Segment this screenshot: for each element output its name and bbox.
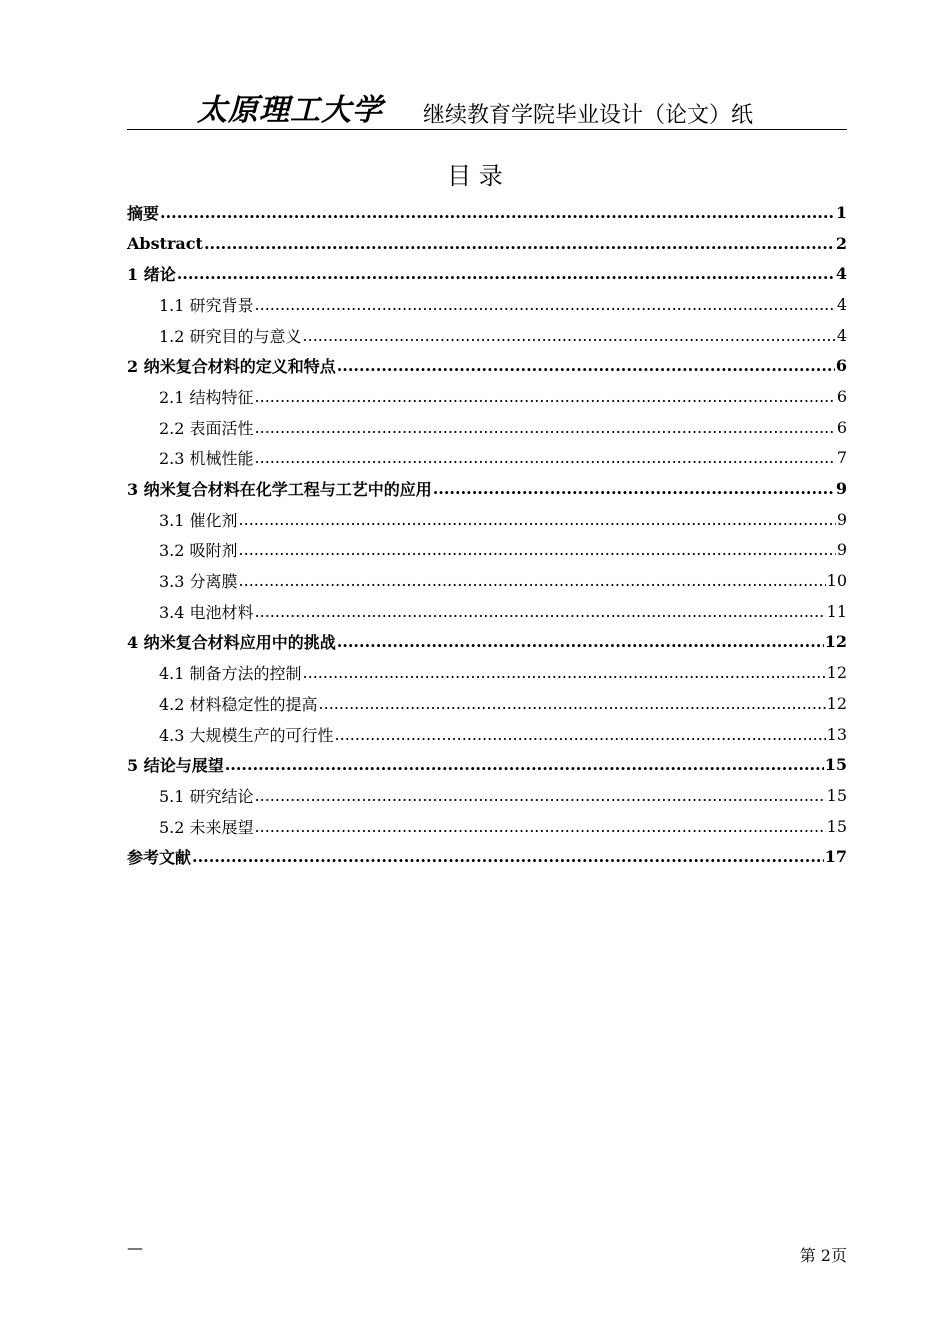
toc-entry-label: 3.2 吸附剂 bbox=[159, 541, 238, 561]
header-rule bbox=[127, 129, 847, 130]
toc-entry-label: 3.1 催化剂 bbox=[159, 510, 238, 530]
toc-entry-label: 4.2 材料稳定性的提高 bbox=[159, 694, 318, 714]
page-number: 第 2页 bbox=[799, 1246, 847, 1265]
toc-leader-dots bbox=[239, 540, 836, 559]
toc-entry-page: 6 bbox=[836, 386, 847, 406]
toc-leader-dots bbox=[192, 847, 824, 866]
toc-leader-dots bbox=[433, 479, 835, 498]
toc-entry[interactable] bbox=[127, 535, 847, 566]
toc-leader-dots bbox=[255, 602, 826, 621]
toc-entry[interactable] bbox=[127, 841, 847, 872]
toc-entry[interactable] bbox=[127, 228, 847, 259]
toc-leader-dots bbox=[239, 571, 826, 590]
toc-entry-page: 4 bbox=[836, 294, 847, 314]
toc-entry-label: 3.3 分离膜 bbox=[159, 572, 238, 592]
toc-entry-page: 6 bbox=[835, 356, 847, 376]
toc-leader-dots bbox=[255, 448, 836, 467]
toc-entry-page: 12 bbox=[826, 693, 847, 713]
toc-entry[interactable] bbox=[127, 412, 847, 443]
toc-entry-page: 9 bbox=[836, 540, 847, 560]
toc-entry[interactable] bbox=[127, 473, 847, 504]
toc-entry-page: 2 bbox=[835, 233, 847, 253]
toc-entry-page: 9 bbox=[836, 509, 847, 529]
toc-entry-label: 2.1 结构特征 bbox=[159, 387, 254, 407]
toc-entry-label: 5.2 未来展望 bbox=[159, 817, 254, 837]
table-of-contents bbox=[127, 197, 847, 872]
toc-entry[interactable] bbox=[127, 258, 847, 289]
header-subtitle: 继续教育学院毕业设计（论文）纸 bbox=[423, 103, 754, 128]
toc-entry-label: 4.1 制备方法的控制 bbox=[159, 664, 302, 684]
toc-entry-page: 15 bbox=[824, 755, 847, 775]
toc-entry-label: 3.4 电池材料 bbox=[159, 602, 254, 622]
toc-entry[interactable] bbox=[127, 780, 847, 811]
toc-entry-page: 4 bbox=[836, 325, 847, 345]
toc-entry-page: 9 bbox=[835, 479, 847, 499]
toc-leader-dots bbox=[303, 326, 836, 345]
toc-entry-label: 2.2 表面活性 bbox=[159, 418, 254, 438]
toc-entry-label: 参考文献 bbox=[127, 848, 192, 868]
toc-entry[interactable] bbox=[127, 350, 847, 381]
toc-entry-label: 1 绪论 bbox=[127, 265, 176, 285]
toc-leader-dots bbox=[303, 663, 826, 682]
toc-entry-label: 1.2 研究目的与意义 bbox=[159, 326, 302, 346]
toc-entry-page: 12 bbox=[824, 632, 847, 652]
toc-entry-label: 摘要 bbox=[127, 203, 160, 223]
toc-leader-dots bbox=[255, 786, 826, 805]
toc-entry-label: 1.1 研究背景 bbox=[159, 295, 254, 315]
toc-leader-dots bbox=[255, 817, 826, 836]
university-logo: 太原理工大学 bbox=[197, 93, 383, 128]
toc-entry-page: 15 bbox=[826, 785, 847, 805]
toc-entry-label: 5 结论与展望 bbox=[127, 756, 224, 776]
toc-leader-dots bbox=[255, 418, 836, 437]
toc-entry-page: 1 bbox=[835, 202, 847, 222]
toc-entry[interactable] bbox=[127, 504, 847, 535]
toc-leader-dots bbox=[160, 203, 835, 222]
toc-leader-dots bbox=[255, 295, 836, 314]
toc-entry[interactable] bbox=[127, 627, 847, 658]
toc-leader-dots bbox=[204, 234, 835, 253]
toc-leader-dots bbox=[177, 264, 835, 283]
page-header bbox=[127, 94, 847, 130]
toc-entry-page: 13 bbox=[826, 724, 847, 744]
toc-entry-label: 4 纳米复合材料应用中的挑战 bbox=[127, 633, 336, 653]
toc-entry-label: Abstract bbox=[127, 233, 203, 253]
toc-entry[interactable] bbox=[127, 320, 847, 351]
toc-leader-dots bbox=[319, 694, 826, 713]
toc-entry[interactable] bbox=[127, 381, 847, 412]
toc-entry[interactable] bbox=[127, 719, 847, 750]
toc-entry-label: 2.3 机械性能 bbox=[159, 449, 254, 469]
toc-entry[interactable] bbox=[127, 688, 847, 719]
toc-entry[interactable] bbox=[127, 749, 847, 780]
toc-leader-dots bbox=[337, 356, 835, 375]
footer-dash: — bbox=[127, 1238, 143, 1257]
toc-entry[interactable] bbox=[127, 657, 847, 688]
toc-entry[interactable] bbox=[127, 565, 847, 596]
toc-entry-page: 12 bbox=[826, 663, 847, 683]
toc-entry[interactable] bbox=[127, 197, 847, 228]
toc-entry-page: 6 bbox=[836, 417, 847, 437]
toc-entry-page: 10 bbox=[826, 571, 847, 591]
toc-entry-page: 15 bbox=[826, 816, 847, 836]
toc-leader-dots bbox=[225, 755, 824, 774]
toc-entry-label: 2 纳米复合材料的定义和特点 bbox=[127, 357, 336, 377]
toc-entry[interactable] bbox=[127, 596, 847, 627]
toc-entry-page: 17 bbox=[824, 847, 847, 867]
toc-entry[interactable] bbox=[127, 811, 847, 842]
toc-leader-dots bbox=[255, 387, 836, 406]
toc-entry[interactable] bbox=[127, 443, 847, 474]
toc-entry-page: 7 bbox=[836, 448, 847, 468]
toc-leader-dots bbox=[335, 725, 826, 744]
toc-entry-label: 4.3 大规模生产的可行性 bbox=[159, 725, 334, 745]
toc-leader-dots bbox=[337, 632, 824, 651]
toc-entry-label: 5.1 研究结论 bbox=[159, 786, 254, 806]
toc-entry-page: 11 bbox=[826, 601, 847, 621]
toc-entry[interactable] bbox=[127, 289, 847, 320]
toc-leader-dots bbox=[239, 510, 836, 529]
toc-title: 目 录 bbox=[447, 162, 503, 190]
toc-entry-page: 4 bbox=[835, 264, 847, 284]
toc-entry-label: 3 纳米复合材料在化学工程与工艺中的应用 bbox=[127, 480, 432, 500]
